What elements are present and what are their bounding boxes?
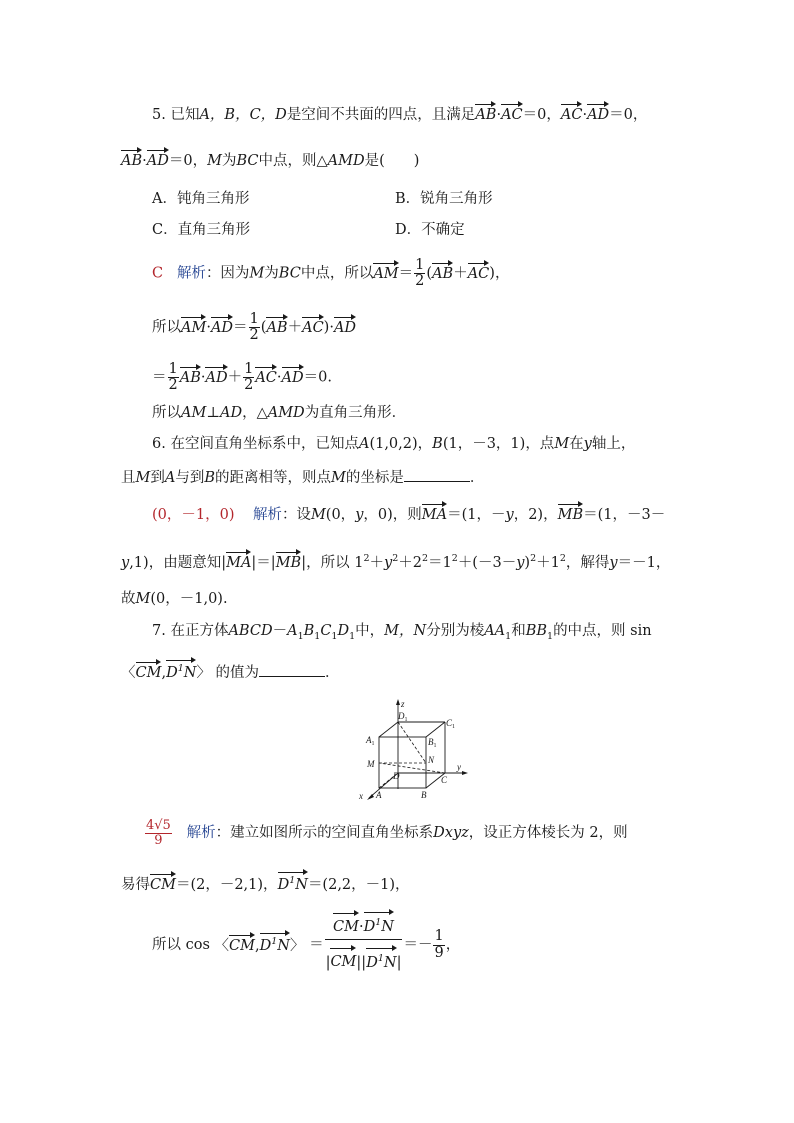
vec-ad: AD — [205, 369, 228, 386]
fraction-half: $\frac{1}{2}$ — [168, 361, 178, 394]
q5-answer: C — [152, 265, 164, 282]
y-axis-arrow — [462, 771, 468, 775]
q7-cos-formula: 所以 cos 〈$CM,D^1N$〉 ＝ $\frac{CM\cdot D^1N}{|CM||D^1N|}$ ＝－ $\frac{1}{9}$ ， — [152, 916, 460, 974]
vec-d1n: $D^1N$ — [259, 935, 290, 954]
label-c1: $C_1$ — [446, 718, 456, 730]
vec-ab: AB — [121, 153, 143, 169]
q6-analysis-label: 解析 — [252, 507, 282, 523]
q5-option-c: C．直角三角形 — [152, 222, 251, 238]
label-a: A — [376, 790, 382, 800]
vec-ab: AB — [475, 107, 497, 123]
vec-ma: MA — [421, 507, 448, 523]
vec-ac: AC — [501, 107, 523, 123]
label-c: C — [441, 775, 448, 785]
q5-line2: AB·AD＝0，M为BC中点，则△AMD是( ) — [121, 153, 420, 169]
q7-analysis-line1: $\frac{4√5}{9}$ 解析：建立如图所示的空间直角坐标系Dxyz，设正方体棱长为 2，则 — [146, 818, 628, 848]
label-a1: $A_1$ — [366, 735, 375, 747]
answer-blank — [259, 664, 325, 677]
vec-d1n: $D^1N$ — [277, 875, 308, 893]
vec-ab: AB — [266, 319, 288, 336]
label-m: M — [367, 759, 375, 769]
q5-line1: 5. 已知A，B，C，D是空间不共面的四点，且满足AB·AC＝0，AC·AD＝0， — [152, 107, 648, 123]
label-z: z — [401, 699, 405, 709]
vec-ac: AC — [255, 369, 277, 386]
q5-analysis-line1: C 解析：因为M为BC中点，所以AM＝ $\frac{1}{2}$ (AB＋AC)， — [152, 257, 510, 290]
vec-ad: AD — [210, 319, 234, 336]
q5-option-d: D．不确定 — [395, 222, 465, 238]
vec-ab: AB — [432, 265, 454, 282]
label-y: y — [457, 762, 461, 772]
vec-d1n: $D^1N$ — [364, 916, 394, 939]
label-b: B — [421, 790, 427, 800]
answer-blank — [404, 469, 470, 482]
q5-option-b: B．锐角三角形 — [395, 191, 493, 207]
result-fraction: $\frac{1}{9}$ — [434, 928, 444, 961]
q5-analysis-line3: ＝ $\frac{1}{2}$ AB·AD＋ $\frac{1}{2}$ AC·AD＝0. — [152, 361, 332, 394]
label-x: x — [359, 791, 363, 801]
q5-option-a: A．钝角三角形 — [152, 191, 250, 207]
q5-conclusion: 所以AM⊥AD，△AMD为直角三角形． — [152, 405, 407, 421]
q6-answer: (0，－1，0) — [152, 507, 235, 523]
vec-d1n: $D^1N$ — [166, 663, 197, 681]
fraction-half: $\frac{1}{2}$ — [249, 311, 259, 344]
vec-mb: MB — [275, 554, 302, 571]
q6-result: 故M(0，－1,0). — [121, 591, 228, 607]
vec-ac: AC — [467, 265, 490, 282]
fraction-half: $\frac{1}{2}$ — [415, 257, 425, 290]
q7-analysis-line2: 易得CM＝(2，－2,1)，$D^1N=(2,2$，－1)， — [121, 875, 410, 893]
vec-ad: AD — [333, 319, 357, 336]
vec-ad: AD — [587, 107, 610, 123]
q5-analysis-label: 解析 — [176, 265, 206, 282]
vec-cm: CM — [150, 876, 176, 893]
vec-cm: CM — [229, 937, 255, 954]
vec-am: AM — [373, 265, 399, 282]
cos-fraction: $\frac{CM\cdot D^1N}{|CM||D^1N|}$ — [325, 916, 403, 974]
vec-ad: AD — [146, 153, 169, 169]
q7-answer: $\frac{4√5}{9}$ — [146, 818, 171, 848]
vec-ac: AC — [302, 319, 324, 336]
q6-analysis-line1: (0，－1，0) 解析：设M(0，y，0)，则MA＝(1，－y，2)，MB＝(1，－3－ — [152, 507, 666, 523]
vec-ma: MA — [226, 554, 252, 571]
q5-analysis-line2: 所以AM·AD＝ $\frac{1}{2}$ (AB＋AC)·AD — [152, 311, 357, 344]
label-b1: $B_1$ — [428, 737, 437, 749]
vec-cm: CM — [135, 665, 162, 681]
q7-analysis-label: 解析 — [186, 825, 216, 842]
label-n: N — [428, 755, 435, 765]
q6-line2: 且M到A与到B的距离相等，则点M的坐标是 ． — [121, 470, 485, 486]
vec-ac: AC — [560, 107, 583, 123]
vec-cm: CM — [333, 917, 359, 939]
label-d: D — [393, 771, 400, 781]
vec-ad: AD — [281, 369, 304, 386]
vec-ab: AB — [179, 369, 201, 386]
vec-mb: MB — [557, 507, 584, 523]
vec-cm: CM — [330, 952, 356, 974]
q7-line2: 〈$CM,D^1N$〉 的值为 ． — [121, 663, 340, 681]
fraction-half: $\frac{1}{2}$ — [244, 361, 254, 394]
cube-figure — [355, 697, 475, 805]
label-d1: $D_1$ — [398, 711, 408, 723]
z-axis-arrow — [396, 699, 400, 705]
vec-am: AM — [181, 319, 207, 336]
q6-line1: 6. 在空间直角坐标系中，已知点A(1,0,2)，B(1，－3，1)，点M在y轴上， — [152, 436, 636, 452]
q6-analysis-line2: y,1)，由题意知|MA|＝|MB|，所以 $1^2+y^2+2^2=1^2+(-3-y)^2+1^2$，解得y＝－1， — [121, 553, 671, 571]
vec-d1n: $D^1N$ — [366, 952, 396, 975]
q7-line1: 7. 在正方体$ABCD-A_1B_1C_1D_1$中，M，N分别为棱$AA_1$和$BB_1$的中点，则 sin — [152, 623, 652, 642]
